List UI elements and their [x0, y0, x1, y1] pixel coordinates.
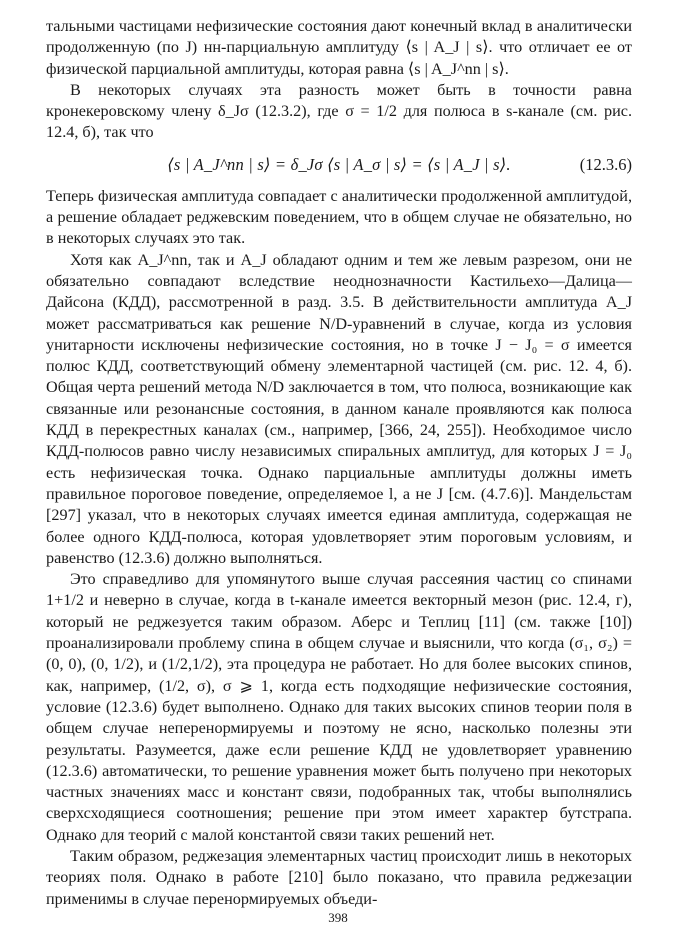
paragraph-kronecker: В некоторых случаях эта разность может быть в точности равна кронекеровскому члену δ_Jσ (12.3.2), где σ = 1/2 для полюса в s-канале (см. рис. 12.4, б), так что	[46, 80, 632, 142]
page-number: 398	[328, 910, 348, 925]
paragraph-reggeization: Таким образом, реджезация элементарных частиц происходит лишь в некоторых теориях поля. Однако в работе [210] было показано, что правила реджезации применимы в случае перенормируемых объеди-	[46, 846, 632, 908]
paragraph-cdd: Хотя как A_J^nn, так и A_J обладают одним и тем же левым разрезом, они не обязательно совпадают вследствие неоднозначности Кастильехо—Далица—Дайсона (КДД), рассмотренной в разд. 3.5. В действительности амплитуда A_J может рассматриваться как решение N/D-уравнений в случае, когда из условия унитарности исключены нефизические состояния, но в точке J − J₀ = σ имеется полюс КДД, соответствующий обмену элементарной частицей (см. рис. 12. 4, б). Общая черта решений метода N/D заключается в том, что полюса, возникающие как связанные или резонансные состояния, в данном канале проявляются как полюса КДД в перекрестных каналах (см., например, [366, 24, 255]). Необходимое число КДД-полюсов равно числу независимых спиральных амплитуд, для которых J = J₀ есть нефизическая точка. Однако парциальные амплитуды должны иметь правильное пороговое поведение, определяемое l, а не J [см. (4.7.6)]. Мандельстам [297] указал, что в некоторых случаях имеется единая амплитуда, содержащая не более одного КДД-полюса, которая удовлетворяет этим пороговым условиям, и равенство (12.3.6) должно выполняться.	[46, 250, 632, 567]
equation-number: (12.3.6)	[579, 154, 632, 174]
paragraph-physical-amplitude: Теперь физическая амплитуда совпадает с аналитически продолженной амплитудой, а решение обладает реджевским поведением, что в общем случае не обязательно, но в некоторых случаях это так.	[46, 186, 632, 248]
paragraph-spins: Это справедливо для упомянутого выше случая рассеяния частиц со спинами 1+1/2 и неверно в случае, когда в t-канале имеется векторный мезон (рис. 12.4, г), который не реджезуется таким образом. Аберс и Теплиц [11] (см. также [10]) проанализировали проблему спина в общем случае и выяснили, что когда (σ₁, σ₂) = (0, 0), (0, 1/2), и (1/2,1/2), эта процедура не работает. Но для более высоких спинов, как, например, (1/2, σ), σ ⩾ 1, когда есть подходящие нефизические состояния, условие (12.3.6) будет выполнено. Однако для таких высоких спинов теории поля в общем случае неперенормируемы и поэтому не ясно, насколько полезны эти результаты. Разумеется, даже если решение КДД не удовлетворяет уравнению (12.3.6) автоматически, то решение уравнения может быть получено при некоторых частных значениях масс и констант связи, подобранных так, чтобы выполнялись сверхсходящиеся соотношения; решение при этом имеет характер бутстрапа. Однако для теорий с малой константой связи таких решений нет.	[46, 570, 632, 844]
equation-12-3-6	[46, 144, 632, 186]
equation-expression: ⟨s | A_J^nn | s⟩ = δ_Jσ ⟨s | A_σ | s⟩ = ⟨s | A_J | s⟩.	[167, 154, 511, 174]
paragraph-continued: тальными частицами нефизические состояния дают конечный вклад в аналитически продолженную (по J) нн-парциальную амплитуду ⟨s | A_J | s⟩. что отличает ее от физической парциальной амплитуды, которая равна ⟨s | A_J^nn | s⟩.	[46, 17, 632, 78]
